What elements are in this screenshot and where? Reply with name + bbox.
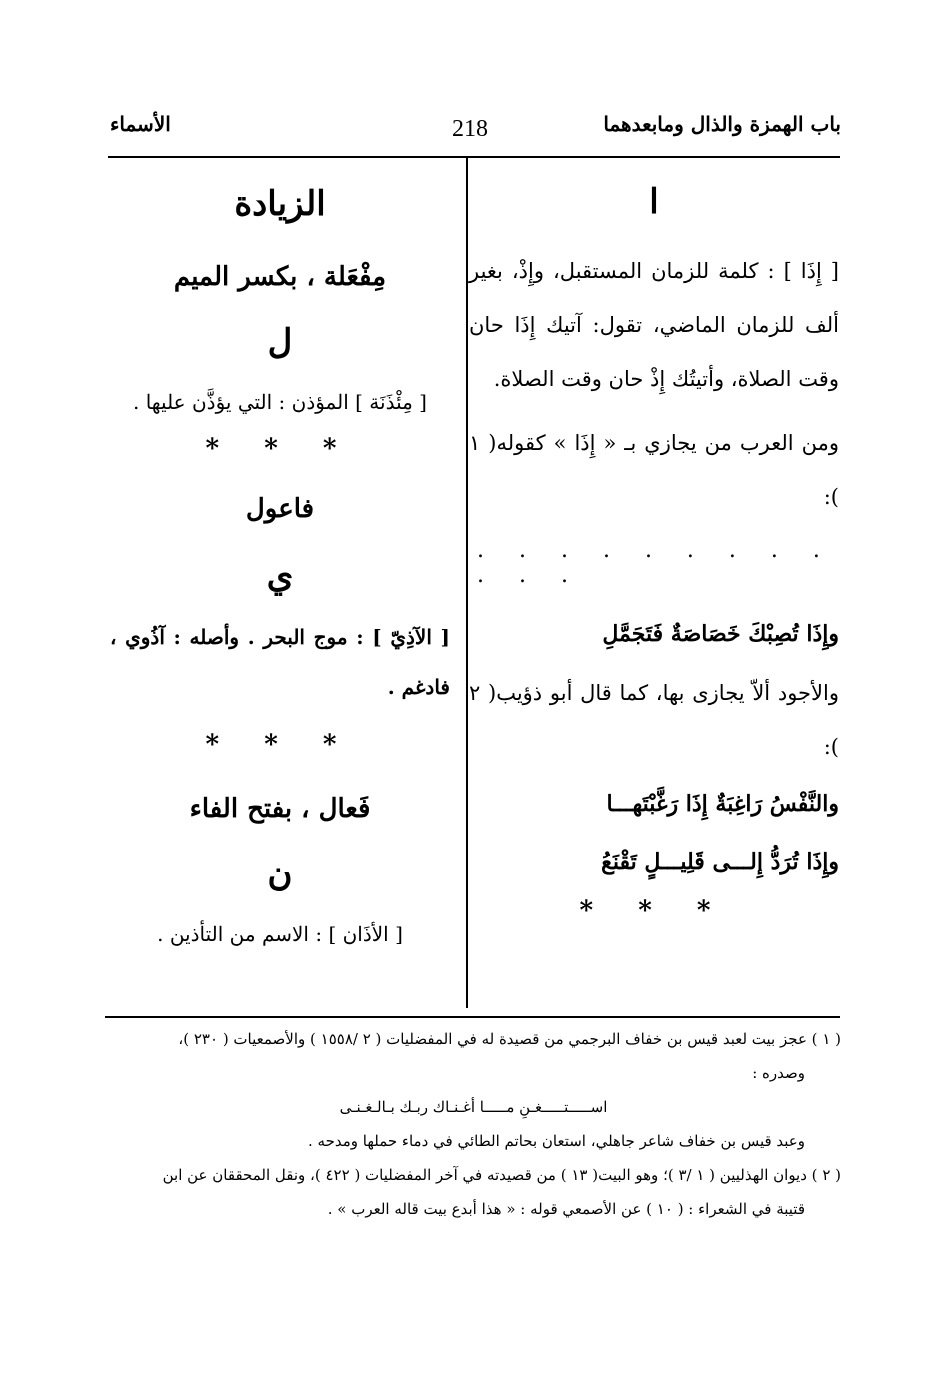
separator-stars: * * *: [579, 896, 729, 926]
footnote-1-verse: اســـــتـــــغـنِ مـــــا أغـنـاك ربـك بـالـغـنـى: [339, 1098, 608, 1116]
letter-heading: ل: [267, 322, 293, 362]
letter-heading: ن: [267, 854, 293, 894]
letter-heading: ا: [649, 182, 659, 222]
verse-line: وإِذَا تُصِبْكَ خَصَاصَةٌ فَتَجَمَّلِ: [602, 621, 839, 647]
footnote-2-continuation: قتيبة في الشعراء : ( ١٠ ) عن الأصمعي قوله : « هذا أبدع بيت قاله العرب » .: [327, 1200, 805, 1218]
separator-stars: * * *: [205, 730, 355, 760]
pattern-heading: فاعول: [245, 494, 315, 524]
footnote-1-note: وعبد قيس بن خفاف شاعر جاهلي، استعان بحاتم الطائي في دماء حملها ومدحه .: [308, 1132, 805, 1150]
verse-line: وإِذَا تُرَدُّ إِلـــى قَلِيـــلٍ تَقْنَعُ: [601, 849, 839, 875]
footnote-2: ( ٢ ) ديوان الهذليين ( ١ /٣ )؛ وهو البيت( ١٣ ) من قصيدته في آخر المفضليات ( ٤٢٢ )، ونقل المحققان عن ابن: [162, 1166, 841, 1184]
footnote-1-continuation: وصدره :: [752, 1064, 805, 1082]
entry-adhi: [ الآذِيّ ] : موج البحر . وأصله : آذُوي ، فادغم .: [110, 625, 450, 699]
column-divider: [466, 158, 468, 1008]
right-column: [469, 170, 839, 926]
entry-idha: [ إِذَا ] : كلمة للزمان المستقبل، وإِذْ، بغير ألف للزمان الماضي، تقول: آتيك إِذَا حان وقت الصلاة، وأتيتُك إِذْ حان وقت الصلاة.: [469, 259, 839, 391]
section-header: الأسماء: [110, 112, 171, 136]
footnote-rule: [105, 1016, 840, 1018]
letter-heading: ي: [266, 556, 294, 596]
pattern-heading: مِفْعَلة ، بكسر الميم: [173, 262, 387, 292]
left-column: [110, 170, 450, 952]
paragraph-abu-dhuayb: والأجود ألاّ يجازى بها، كما قال أبو ذؤيب( ٢ ):: [469, 681, 839, 759]
separator-stars: * * *: [205, 434, 355, 464]
footnote-1: ( ١ ) عجز بيت لعبد قيس بن خفاف البرجمي من قصيدة له في المفضليات ( ٢ /١٥٥٨ ) والأصمعيات ( ٢٣٠ )،: [178, 1030, 841, 1048]
verse-line: والنَّفْسُ رَاغِبَةٌ إِذَا رَغَّبْتَهـــا: [606, 791, 839, 817]
section-title: الزيادة: [234, 184, 326, 224]
page-number: 218: [452, 116, 488, 142]
pattern-heading: فَعال ، بفتح الفاء: [189, 794, 371, 824]
chapter-header: باب الهمزة والذال ومابعدهما: [603, 112, 841, 136]
header-rule: [108, 156, 840, 158]
ellipsis-line: . . . . . . . . . . . .: [477, 538, 834, 588]
entry-adhan: [ الأذَان ] : الاسم من التأذين .: [157, 922, 403, 946]
paragraph-jazm: ومن العرب من يجازي بـ « إِذَا » كقوله( ١ ):: [469, 431, 839, 509]
entry-midhana: [ مِئْذَنَة ] المؤذن : التي يؤذَّن عليها .: [133, 390, 427, 414]
